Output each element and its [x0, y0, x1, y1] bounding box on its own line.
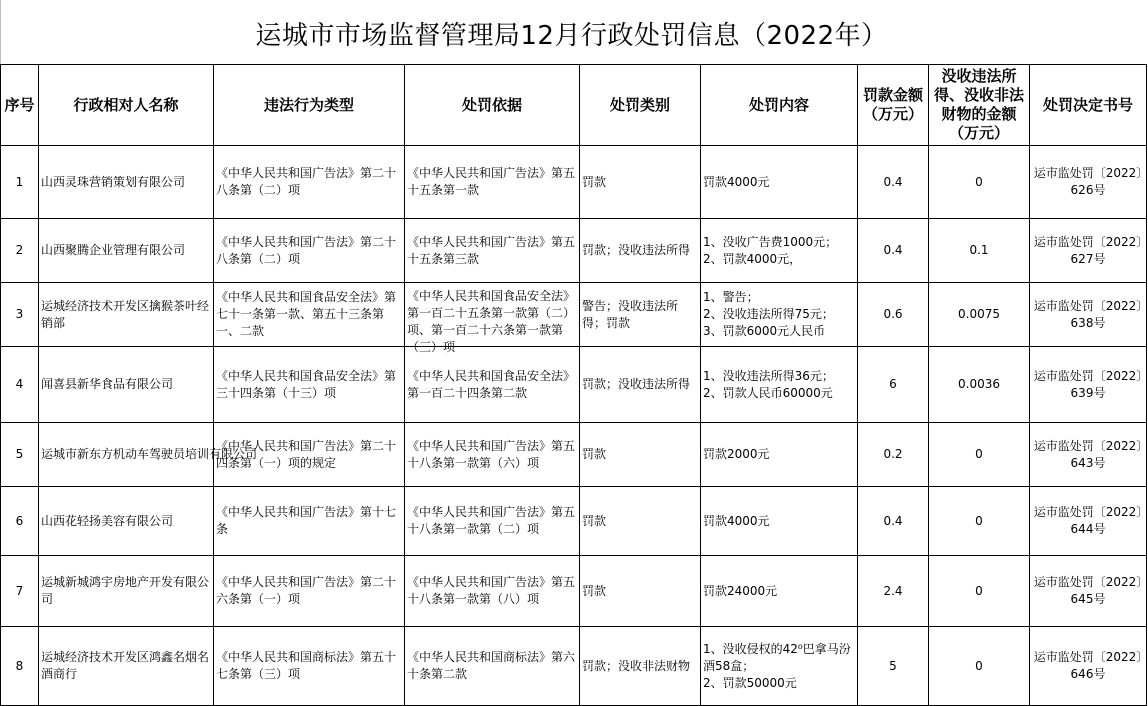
cell-category[interactable]: 罚款；没收非法财物: [580, 627, 701, 706]
table-row: [1, 487, 1147, 556]
cell-confiscated[interactable]: 0: [929, 423, 1030, 487]
cell-type[interactable]: 《中华人民共和国广告法》第二十八条第（二）项: [214, 146, 405, 219]
cell-basis: 《中华人民共和国食品安全法》第一百二十五条第一款第（二）项、第一百二十六条第一款第（三）项: [407, 288, 576, 354]
cell-basis[interactable]: 《中华人民共和国商标法》第六十条第二款: [405, 627, 580, 706]
cell-decision[interactable]: 运市监处罚〔2022〕644号: [1030, 487, 1147, 556]
cell-fine[interactable]: 5: [858, 627, 929, 706]
table-row: [1, 627, 1147, 706]
header-fine[interactable]: 罚款金额（万元）: [858, 65, 929, 146]
table-row: [1, 347, 1147, 423]
cell-content[interactable]: 1、没收侵权的42⁰巴拿马汾酒58盒； 2、罚款50000元: [701, 627, 858, 706]
cell-type[interactable]: 《中华人民共和国广告法》第十七条: [214, 487, 405, 556]
cell-basis[interactable]: 《中华人民共和国广告法》第五十八条第一款第（八）项: [405, 556, 580, 627]
cell-category[interactable]: 罚款；没收违法所得: [580, 347, 701, 423]
cell-name[interactable]: 山西花轻扬美容有限公司: [39, 487, 214, 556]
cell-confiscated[interactable]: 0: [929, 627, 1030, 706]
cell-name[interactable]: 运城经济技术开发区鸿鑫名烟名酒商行: [39, 627, 214, 706]
cell-content[interactable]: 罚款24000元: [701, 556, 858, 627]
cell-seq[interactable]: 8: [1, 627, 39, 706]
cell-content[interactable]: 罚款2000元: [701, 423, 858, 487]
cell-category[interactable]: 罚款: [580, 423, 701, 487]
header-decision[interactable]: 处罚决定书号: [1030, 65, 1147, 146]
cell-basis-wrap[interactable]: [405, 283, 580, 354]
page-title: 运城市市场监督管理局12月行政处罚信息（2022年）: [255, 20, 888, 51]
header-category[interactable]: 处罚类别: [580, 65, 701, 146]
title-row: [0, 0, 1148, 64]
cell-basis[interactable]: 《中华人民共和国食品安全法》第一百二十四条第二款: [405, 347, 580, 423]
cell-confiscated[interactable]: 0: [929, 487, 1030, 556]
cell-basis[interactable]: 《中华人民共和国广告法》第五十八条第一款第（六）项: [405, 423, 580, 487]
header-basis[interactable]: 处罚依据: [405, 65, 580, 146]
cell-type[interactable]: 《中华人民共和国食品安全法》第三十四条第（十三）项: [214, 347, 405, 423]
cell-type[interactable]: 《中华人民共和国食品安全法》第七十一条第一款、第五十三条第一、二款: [214, 283, 405, 347]
cell-confiscated[interactable]: 0: [929, 556, 1030, 627]
cell-fine[interactable]: 6: [858, 347, 929, 423]
cell-decision[interactable]: 运市监处罚〔2022〕638号: [1030, 283, 1147, 347]
cell-type[interactable]: 《中华人民共和国广告法》第二十四条第（一）项的规定: [214, 423, 405, 487]
cell-content[interactable]: 罚款4000元: [701, 487, 858, 556]
header-type[interactable]: 违法行为类型: [214, 65, 405, 146]
header-seq[interactable]: 序号: [1, 65, 39, 146]
cell-seq[interactable]: 1: [1, 146, 39, 219]
cell-category[interactable]: 警告；没收违法所得；罚款: [580, 283, 701, 347]
cell-name[interactable]: 闻喜县新华食品有限公司: [39, 347, 214, 423]
cell-content[interactable]: 1、没收违法所得36元； 2、罚款人民币60000元: [701, 347, 858, 423]
cell-category[interactable]: 罚款；没收违法所得: [580, 219, 701, 283]
cell-confiscated[interactable]: 0: [929, 146, 1030, 219]
cell-type[interactable]: 《中华人民共和国广告法》第二十六条第（一）项: [214, 556, 405, 627]
cell-fine[interactable]: 0.4: [858, 487, 929, 556]
cell-name[interactable]: 山西灵珠营销策划有限公司: [39, 146, 214, 219]
cell-decision[interactable]: 运市监处罚〔2022〕645号: [1030, 556, 1147, 627]
cell-category[interactable]: 罚款: [580, 487, 701, 556]
cell-fine[interactable]: 2.4: [858, 556, 929, 627]
cell-content[interactable]: 罚款4000元: [701, 146, 858, 219]
cell-name[interactable]: 运城市新东方机动车驾驶员培训有限公司: [39, 423, 214, 487]
cell-seq[interactable]: 5: [1, 423, 39, 487]
penalty-table: [0, 64, 1147, 706]
cell-decision[interactable]: 运市监处罚〔2022〕639号: [1030, 347, 1147, 423]
table-row: [1, 423, 1147, 487]
cell-decision[interactable]: 运市监处罚〔2022〕643号: [1030, 423, 1147, 487]
cell-category[interactable]: 罚款: [580, 146, 701, 219]
header-name[interactable]: 行政相对人名称: [39, 65, 214, 146]
cell-name[interactable]: 运城新城鸿宇房地产开发有限公司: [39, 556, 214, 627]
cell-confiscated[interactable]: 0.0036: [929, 347, 1030, 423]
cell-name[interactable]: 运城经济技术开发区擒猴茶叶经销部: [39, 283, 214, 347]
cell-name[interactable]: 山西聚腾企业管理有限公司: [39, 219, 214, 283]
cell-fine[interactable]: 0.4: [858, 219, 929, 283]
cell-basis[interactable]: 《中华人民共和国广告法》第五十五条第三款: [405, 219, 580, 283]
table-row: [1, 556, 1147, 627]
cell-basis[interactable]: 《中华人民共和国广告法》第五十八条第一款第（二）项: [405, 487, 580, 556]
table-row: [1, 146, 1147, 219]
cell-seq[interactable]: 2: [1, 219, 39, 283]
cell-confiscated[interactable]: 0.1: [929, 219, 1030, 283]
cell-fine[interactable]: 0.4: [858, 146, 929, 219]
header-confiscated[interactable]: 没收违法所得、没收非法财物的金额（万元）: [929, 65, 1030, 146]
cell-seq[interactable]: 6: [1, 487, 39, 556]
cell-seq[interactable]: 7: [1, 556, 39, 627]
cell-content[interactable]: 1、没收广告费1000元； 2、罚款4000元，: [701, 219, 858, 283]
cell-seq[interactable]: 4: [1, 347, 39, 423]
cell-seq[interactable]: 3: [1, 283, 39, 347]
cell-fine[interactable]: 0.6: [858, 283, 929, 347]
cell-category[interactable]: 罚款: [580, 556, 701, 627]
cell-decision[interactable]: 运市监处罚〔2022〕646号: [1030, 627, 1147, 706]
cell-decision[interactable]: 运市监处罚〔2022〕627号: [1030, 219, 1147, 283]
cell-basis[interactable]: 《中华人民共和国广告法》第五十五条第一款: [405, 146, 580, 219]
cell-confiscated[interactable]: 0.0075: [929, 283, 1030, 347]
cell-type[interactable]: 《中华人民共和国商标法》第五十七条第（三）项: [214, 627, 405, 706]
cell-type[interactable]: 《中华人民共和国广告法》第二十八条第（二）项: [214, 219, 405, 283]
table-row: [1, 219, 1147, 283]
cell-fine[interactable]: 0.2: [858, 423, 929, 487]
header-row: [1, 65, 1147, 146]
header-content[interactable]: 处罚内容: [701, 65, 858, 146]
cell-decision[interactable]: 运市监处罚〔2022〕626号: [1030, 146, 1147, 219]
cell-content[interactable]: 1、警告； 2、没收违法所得75元； 3、罚款6000元人民币: [701, 283, 858, 347]
table-row: [1, 283, 1147, 347]
